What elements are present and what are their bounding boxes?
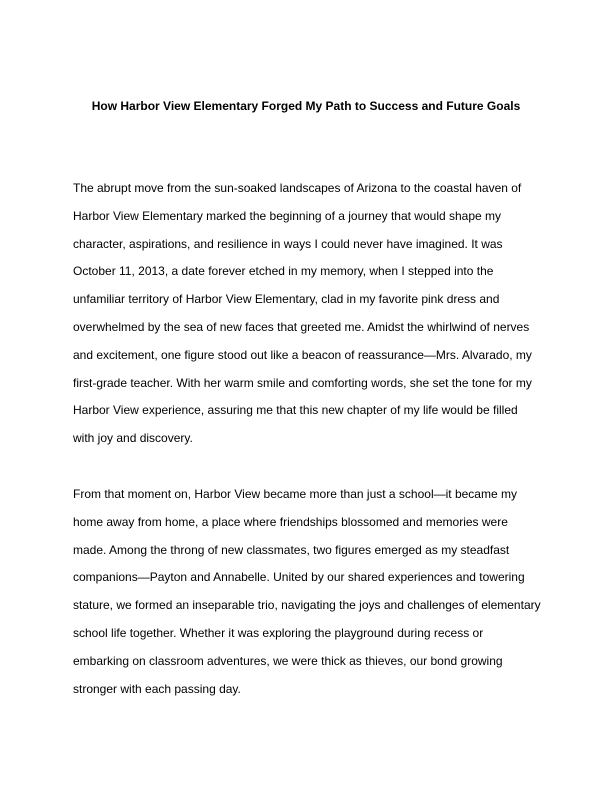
paragraph-line: companions—Payton and Annabelle. United by our shared experiences and towering (73, 570, 525, 585)
paragraph-line: first-grade teacher. With her warm smile and comforting words, she set the tone for my (73, 375, 532, 390)
paragraph-2 (73, 486, 553, 708)
paragraph-line: character, aspirations, and resilience in ways I could never have imagined. It was (73, 236, 503, 251)
paragraph-line: October 11, 2013, a date forever etched in my memory, when I stepped into the (73, 264, 494, 279)
paragraph-line: stronger with each passing day. (73, 681, 241, 696)
paragraph-line: school life together. Whether it was exploring the playground during recess or (73, 625, 484, 640)
paragraph-line: with joy and discovery. (73, 431, 193, 446)
paragraph-line: unfamiliar territory of Harbor View Elementary, clad in my favorite pink dress and (73, 292, 500, 307)
paragraph-line: home away from home, a place where friendships blossomed and memories were (73, 514, 508, 529)
paragraph-1 (73, 180, 553, 458)
paragraph-line: embarking on classroom adventures, we were thick as thieves, our bond growing (73, 653, 503, 668)
paragraph-line: Harbor View Elementary marked the beginning of a journey that would shape my (73, 208, 502, 223)
paragraph-line: and excitement, one figure stood out like a beacon of reassurance—Mrs. Alvarado, my (73, 347, 532, 362)
paragraph-line: The abrupt move from the sun-soaked landscapes of Arizona to the coastal haven of (73, 181, 522, 195)
paragraph-line: stature, we formed an inseparable trio, navigating the joys and challenges of elementary (73, 598, 541, 613)
paragraph-line: From that moment on, Harbor View became more than just a school—it became my (73, 487, 517, 501)
paragraph-line: Harbor View experience, assuring me that this new chapter of my life would be filled (73, 403, 518, 418)
paragraph-line: made. Among the throng of new classmates, two figures emerged as my steadfast (73, 542, 510, 557)
document-title: How Harbor View Elementary Forged My Path to Success and Future Goals (91, 99, 521, 113)
paragraph-line: overwhelmed by the sea of new faces that greeted me. Amidst the whirlwind of nerves (73, 319, 530, 334)
